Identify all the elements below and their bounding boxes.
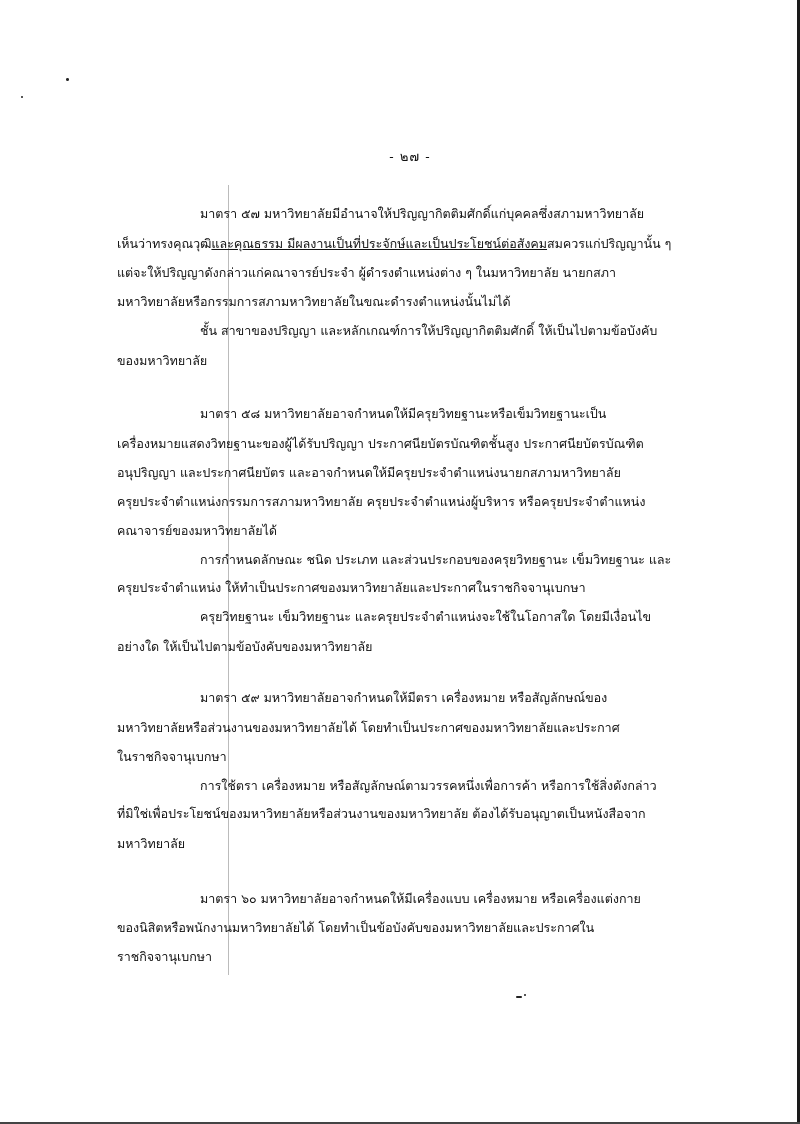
scan-speck: [21, 96, 23, 98]
section-57-line: [117, 236, 671, 252]
scan-speck: [524, 994, 526, 996]
section-59-heading-line: มาตรา ๕๙ มหาวิทยาลัยอาจกำหนดให้มีตรา เครื่องหมาย หรือสัญลักษณ์ของ: [200, 690, 608, 705]
section-57-line: มหาวิทยาลัยหรือกรรมการสภามหาวิทยาลัยในขณะดำรงตำแหน่งนั้นไม่ได้: [117, 294, 511, 309]
section-58-heading-line: มาตรา ๕๘ มหาวิทยาลัยอาจกำหนดให้มีครุยวิทยฐานะหรือเข็มวิทยฐานะเป็น: [200, 406, 607, 421]
section-57-paragraph-line: ชั้น สาขาของปริญญา และหลักเกณฑ์การให้ปริญญากิตติมศักดิ์ ให้เป็นไปตามข้อบังคับ: [200, 323, 658, 338]
section-60-line: ราชกิจจานุเบกษา: [117, 949, 213, 964]
page-number: - ๒๗ -: [389, 150, 431, 165]
section-57-heading-line: มาตรา ๕๗ มหาวิทยาลัยมีอำนาจให้ปริญญากิตติมศักดิ์แก่บุคคลซึ่งสภามหาวิทยาลัย: [200, 206, 645, 221]
section-58-line: ครุยประจำตำแหน่ง ให้ทำเป็นประกาศของมหาวิทยาลัยและประกาศในราชกิจจานุเบกษา: [117, 580, 586, 595]
section-59-line: มหาวิทยาลัย: [117, 836, 186, 851]
section-59-line: ในราชกิจจานุเบกษา: [117, 749, 227, 764]
section-58-line: ครุยประจำตำแหน่งกรรมการสภามหาวิทยาลัย ครุยประจำตำแหน่งผู้บริหาร หรือครุยประจำตำแหน่ง: [117, 494, 646, 509]
section-57-line: ของมหาวิทยาลัย: [117, 353, 208, 368]
underlined-phrase: และคุณธรรม มีผลงานเป็นที่ประจักษ์และเป็นประโยชน์ต่อสังคม: [211, 236, 548, 251]
scan-speck: [516, 996, 522, 998]
section-59-paragraph-line: การใช้ตรา เครื่องหมาย หรือสัญลักษณ์ตามวรรคหนึ่งเพื่อการค้า หรือการใช้สิ่งดังกล่าว: [200, 778, 657, 793]
scan-speck: [66, 78, 69, 81]
section-59-line: ที่มิใช่เพื่อประโยชน์ของมหาวิทยาลัยหรือส่วนงานของมหาวิทยาลัย ต้องได้รับอนุญาตเป็นหนังสือจาก: [117, 806, 646, 821]
section-60-heading-line: มาตรา ๖๐ มหาวิทยาลัยอาจกำหนดให้มีเครื่องแบบ เครื่องหมาย หรือเครื่องแต่งกาย: [200, 891, 641, 906]
section-59-line: มหาวิทยาลัยหรือส่วนงานของมหาวิทยาลัยได้ โดยทำเป็นประกาศของมหาวิทยาลัยและประกาศ: [117, 720, 620, 735]
section-58-paragraph-line: การกำหนดลักษณะ ชนิด ประเภท และส่วนประกอบของครุยวิทยฐานะ เข็มวิทยฐานะ และ: [200, 552, 672, 567]
section-57-line-text: สมควรแก่ปริญญานั้น ๆ: [547, 236, 672, 251]
section-58-line: เครื่องหมายแสดงวิทยฐานะของผู้ได้รับปริญญา ประกาศนียบัตรบัณฑิตชั้นสูง ประกาศนียบัตรบัณฑิต: [117, 436, 644, 451]
section-58-line: อย่างใด ให้เป็นไปตามข้อบังคับของมหาวิทยาลัย: [117, 639, 373, 654]
section-58-paragraph-line: ครุยวิทยฐานะ เข็มวิทยฐานะ และครุยประจำตำแหน่งจะใช้ในโอกาสใด โดยมีเงื่อนไข: [200, 609, 652, 624]
section-60-line: ของนิสิตหรือพนักงานมหาวิทยาลัยได้ โดยทำเป็นข้อบังคับของมหาวิทยาลัยและประกาศใน: [117, 920, 595, 935]
section-57-line: แต่จะให้ปริญญาดังกล่าวแก่คณาจารย์ประจำ ผู้ดำรงตำแหน่งต่าง ๆ ในมหาวิทยาลัย นายกสภา: [117, 265, 616, 280]
section-57-line-text: เห็นว่าทรงคุณวุฒิ: [117, 236, 212, 251]
section-58-line: คณาจารย์ของมหาวิทยาลัยได้: [117, 523, 278, 538]
section-58-line: อนุปริญญา และประกาศนียบัตร และอาจกำหนดให้มีครุยประจำตำแหน่งนายกสภามหาวิทยาลัย: [117, 465, 621, 480]
